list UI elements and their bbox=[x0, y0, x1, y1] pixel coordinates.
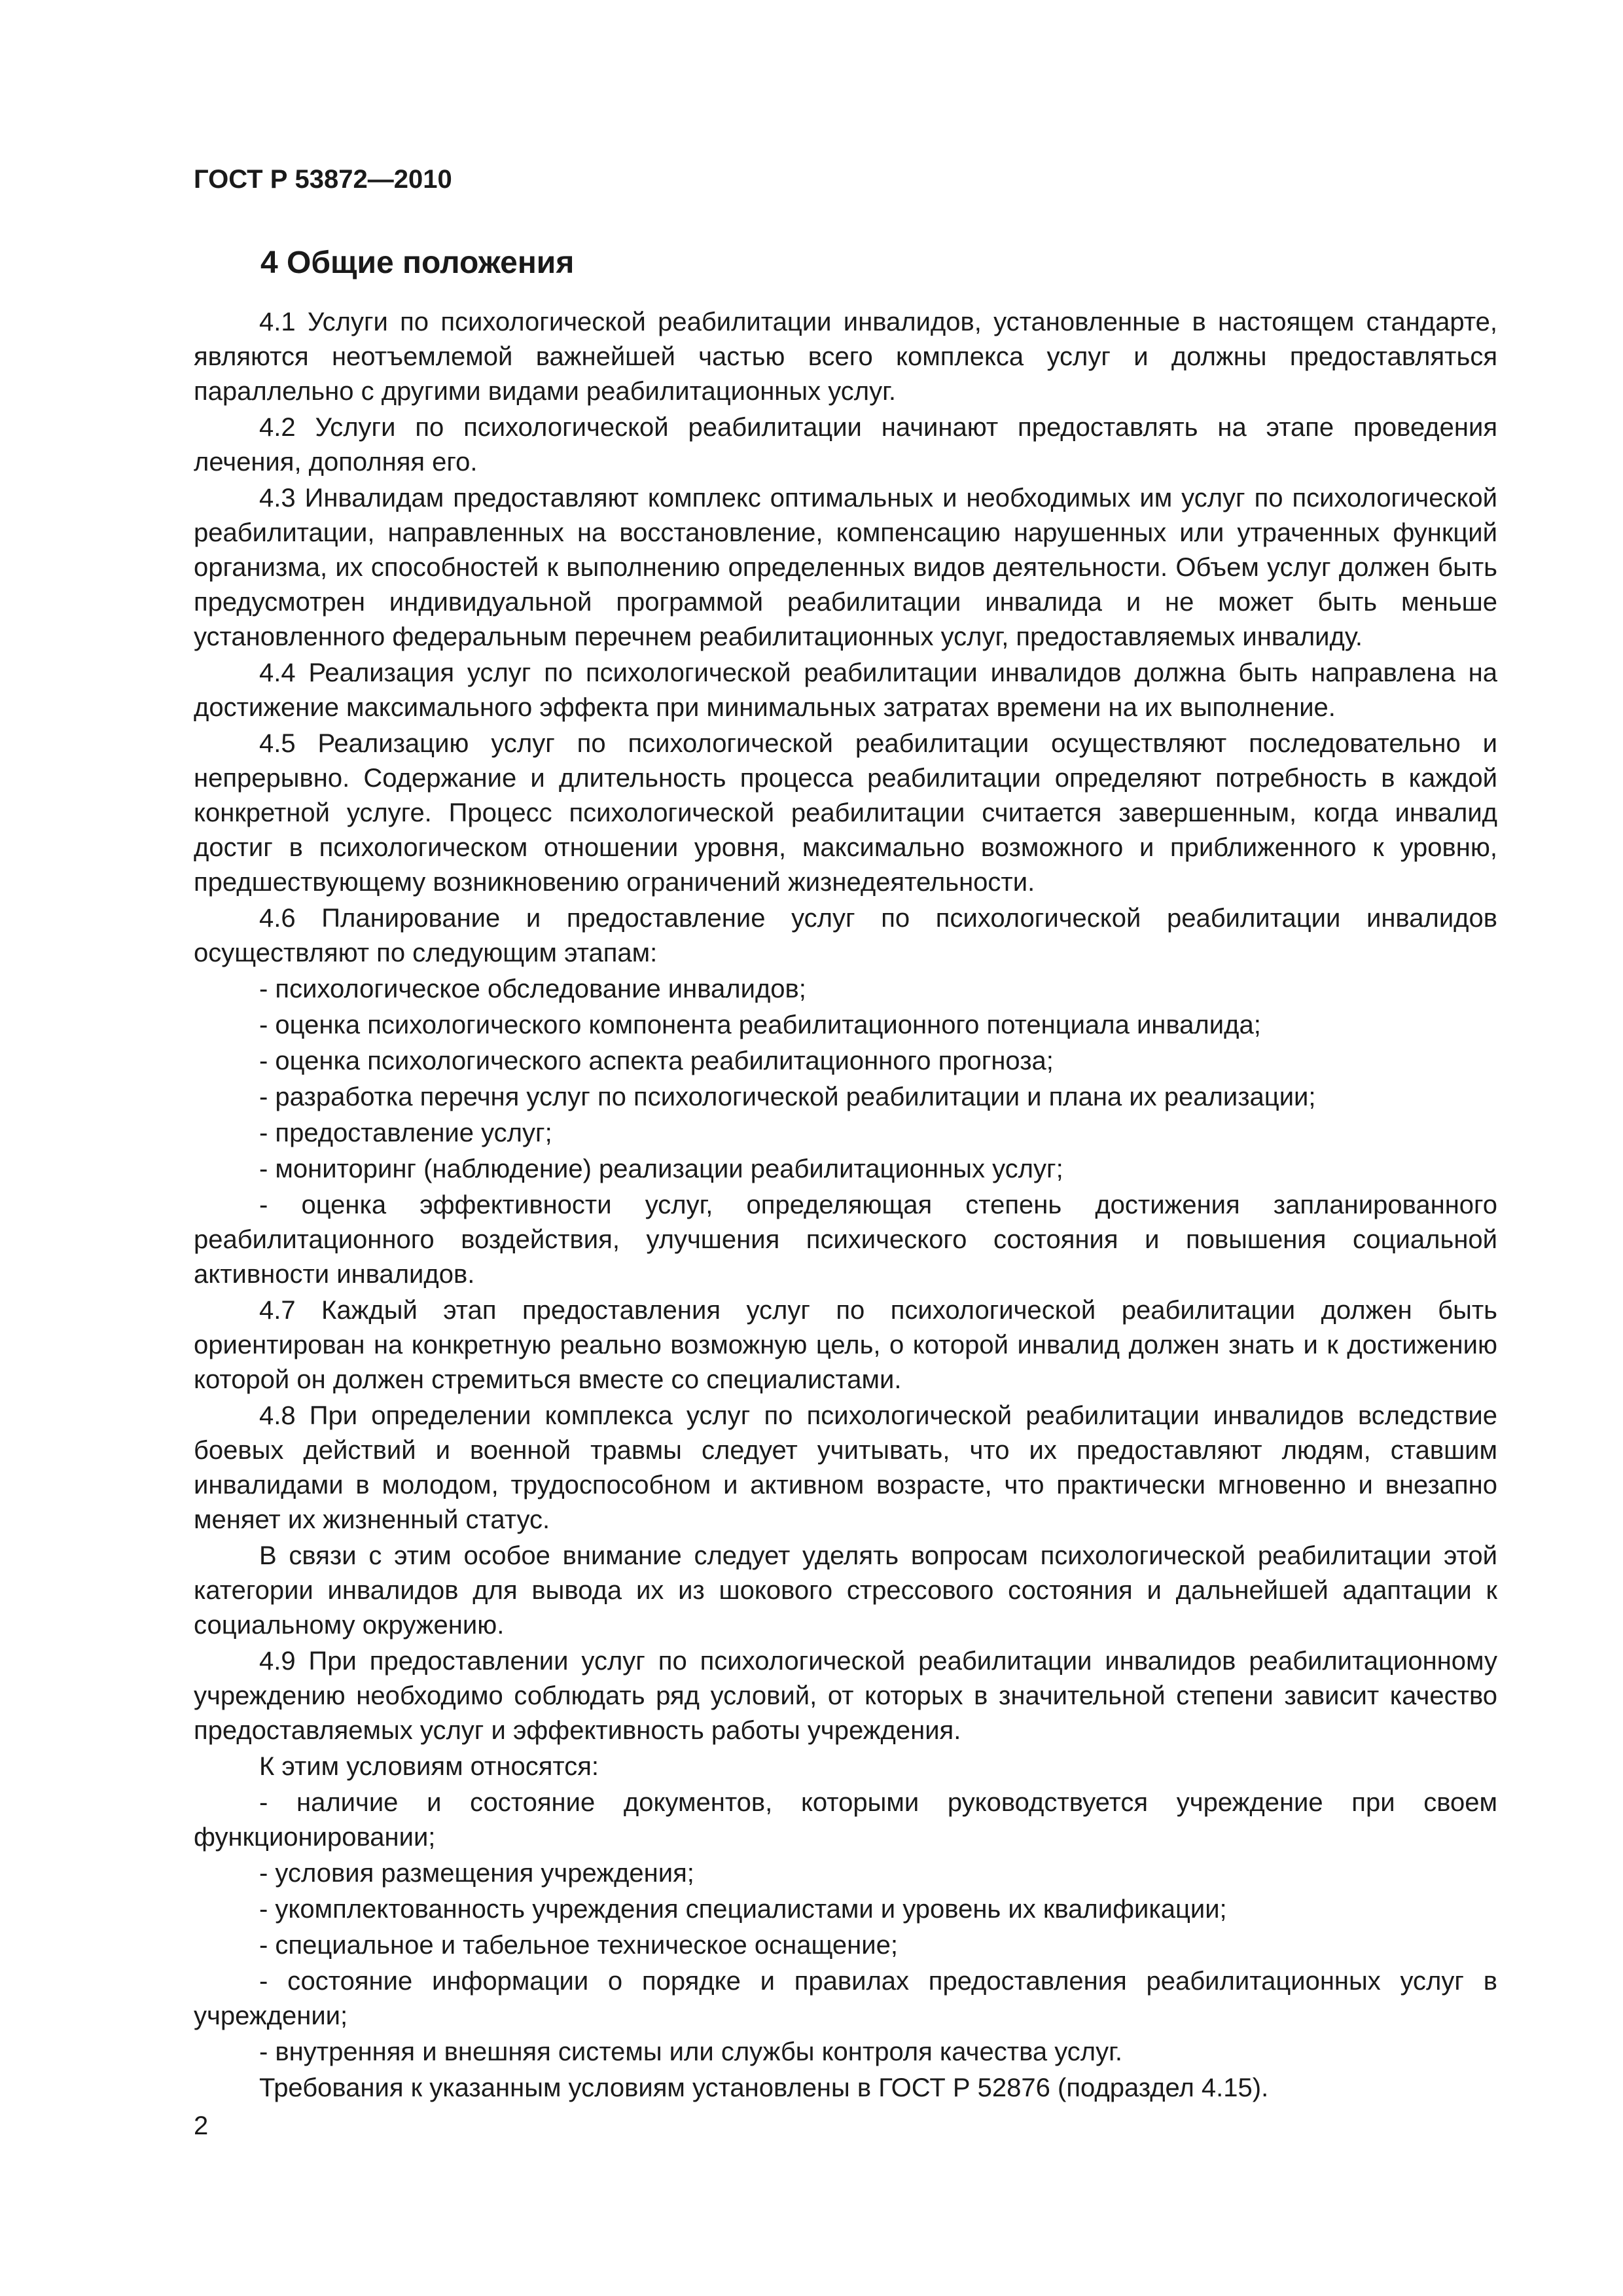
paragraph-4-6: 4.6 Планирование и предоставление услуг по психологической реабилитации инвалидов осуществляют по следующим этапам: bbox=[194, 904, 1497, 967]
list-item: - оценка психологического компонента реабилитационного потенциала инвалида; bbox=[259, 1011, 1261, 1039]
paragraph-4-8-continued: В связи с этим особое внимание следует уделять вопросам психологической реабилитации этой категории инвалидов для вывода их из шокового стрессового состояния и дальнейшей адаптации к социальному окружению. bbox=[194, 1541, 1497, 1640]
section-title: 4 Общие положения bbox=[260, 245, 575, 280]
list-item: - состояние информации о порядке и правилах предоставления реабилитационных услуг в учреждении; bbox=[194, 1967, 1497, 2030]
list-item: - наличие и состояние документов, которыми руководствуется учреждение при своем функционировании; bbox=[194, 1788, 1497, 1852]
list-item: - психологическое обследование инвалидов; bbox=[259, 975, 806, 1003]
list-item: - укомплектованность учреждения специалистами и уровень их квалификации; bbox=[259, 1895, 1227, 1924]
list-item: - оценка эффективности услуг, определяющая степень достижения запланированного реабилитационного воздействия, улучшения психического состояния и повышения социальной активности инвалидов. bbox=[194, 1191, 1497, 1289]
list-item: - внутренняя и внешняя системы или службы контроля качества услуг. bbox=[259, 2037, 1122, 2066]
list-item: - разработка перечня услуг по психологической реабилитации и плана их реализации; bbox=[259, 1083, 1316, 1111]
paragraph-4-9: 4.9 При предоставлении услуг по психологической реабилитации инвалидов реабилитационному учреждению необходимо соблюдать ряд условий, от которых в значительной степени зависит качество предоставляемых услуг и эффективность работы учреждения. bbox=[194, 1647, 1497, 1745]
document-code-header: ГОСТ Р 53872—2010 bbox=[194, 165, 452, 194]
section-body bbox=[194, 305, 1497, 2107]
paragraph-4-2: 4.2 Услуги по психологической реабилитации начинают предоставлять на этапе проведения лечения, дополняя его. bbox=[194, 413, 1497, 476]
paragraph-4-7: 4.7 Каждый этап предоставления услуг по психологической реабилитации должен быть ориентирован на конкретную реально возможную цель, о которой инвалид должен знать и к достижению которой он должен стремиться вместе со специалистами. bbox=[194, 1296, 1497, 1394]
list-item: - условия размещения учреждения; bbox=[259, 1859, 694, 1888]
paragraph-4-4: 4.4 Реализация услуг по психологической реабилитации инвалидов должна быть направлена на достижение максимального эффекта при минимальных затратах времени на их выполнение. bbox=[194, 658, 1497, 722]
paragraph-requirements: Требования к указанным условиям установлены в ГОСТ Р 52876 (подраздел 4.15). bbox=[259, 2073, 1269, 2102]
list-item: - специальное и табельное техническое оснащение; bbox=[259, 1931, 898, 1960]
paragraph-4-3: 4.3 Инвалидам предоставляют комплекс оптимальных и необходимых им услуг по психологической реабилитации, направленных на восстановление, компенсацию нарушенных или утраченных функций организма, их способностей к выполнению определенных видов деятельности. Объем услуг должен быть предусмотрен индивидуальной программой реабилитации инвалида и не может быть меньше установленного федеральным перечнем реабилитационных услуг, предоставляемых инвалиду. bbox=[194, 484, 1497, 651]
page-number: 2 bbox=[194, 2111, 209, 2140]
paragraph-4-5: 4.5 Реализацию услуг по психологической реабилитации осуществляют последовательно и непрерывно. Содержание и длительность процесса реабилитации определяют потребность в каждой конкретной услуге. Процесс психологической реабилитации считается завершенным, когда инвалид достиг в психологическом отношении уровня, максимально возможного и приближенного к уровню, предшествующему возникновению ограничений жизнедеятельности. bbox=[194, 729, 1497, 897]
list-item: - оценка психологического аспекта реабилитационного прогноза; bbox=[259, 1047, 1054, 1075]
paragraph-4-1: 4.1 Услуги по психологической реабилитации инвалидов, установленные в настоящем стандарте, являются неотъемлемой важнейшей частью всего комплекса услуг и должны предоставляться параллельно с другими видами реабилитационных услуг. bbox=[194, 308, 1497, 406]
list-item: - предоставление услуг; bbox=[259, 1119, 552, 1147]
paragraph-conditions-intro: К этим условиям относятся: bbox=[259, 1752, 599, 1781]
list-item: - мониторинг (наблюдение) реализации реабилитационных услуг; bbox=[259, 1155, 1063, 1183]
paragraph-4-8: 4.8 При определении комплекса услуг по психологической реабилитации инвалидов вследствие боевых действий и военной травмы следует учитывать, что их предоставляют людям, ставшим инвалидами в молодом, трудоспособном и активном возрасте, что практически мгновенно и внезапно меняет их жизненный статус. bbox=[194, 1401, 1497, 1534]
